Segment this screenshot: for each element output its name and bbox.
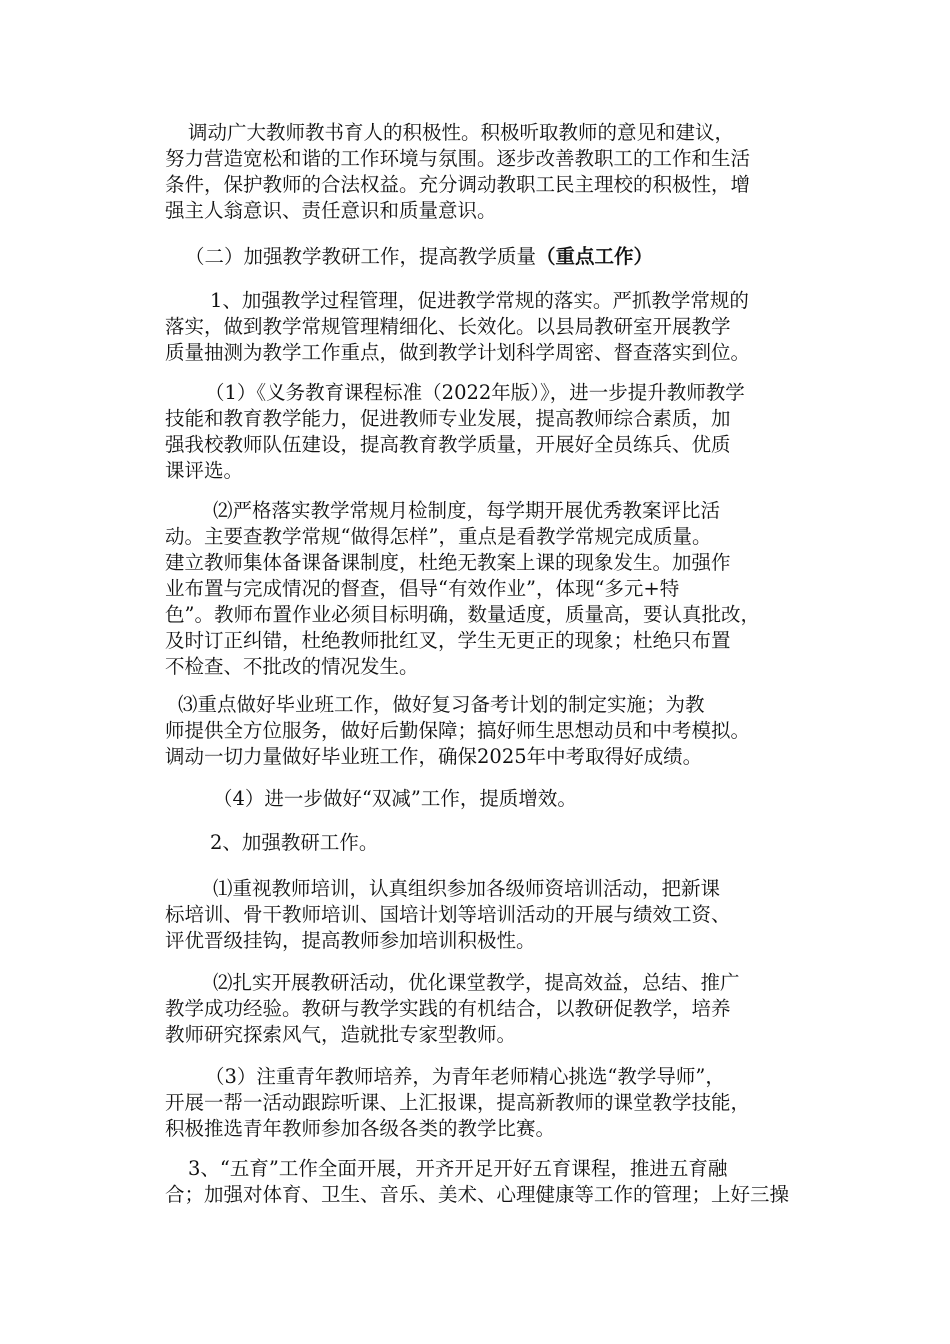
- paragraph-double-reduction: [165, 786, 577, 812]
- paragraph-young-teachers: [165, 1064, 750, 1142]
- text-line: ⑵扎实开展教研活动，优化课堂教学，提高效益，总结、推广: [213, 971, 740, 994]
- heading-emphasis: （重点工作）: [536, 245, 654, 268]
- text-line: 不检查、不批改的情况发生。: [165, 655, 419, 678]
- text-line: （4）进一步做好“双减”工作，提质增效。: [213, 787, 577, 810]
- text-line: 动。主要查教学常规“做得怎样”，重点是看教学常规完成质量。: [165, 525, 712, 548]
- text-line: 色”。教师布置作业必须目标明确，数量适度，质量高，要认真批改，: [165, 603, 760, 626]
- paragraph-teacher-motivation: [165, 120, 750, 224]
- text-line: 教学成功经验。教研与教学实践的有机结合，以教研促教学，培养: [165, 997, 731, 1020]
- text-line: 强我校教师队伍建设，提高教育教学质量，开展好全员练兵、优质: [165, 433, 731, 456]
- paragraph-research-activities: [165, 970, 740, 1048]
- paragraph-teaching-process: [165, 288, 750, 366]
- text-line: 标培训、骨干教师培训、国培计划等培训活动的开展与绩效工资、: [165, 903, 731, 926]
- paragraph-monthly-inspection: [165, 498, 760, 680]
- text-line: ⑵严格落实教学常规月检制度，每学期开展优秀教案评比活: [213, 499, 721, 522]
- text-line: 教师研究探索风气，造就批专家型教师。: [165, 1023, 517, 1046]
- text-line: 建立教师集体备课备课制度，杜绝无教案上课的现象发生。加强作: [165, 551, 731, 574]
- text-line: 评优晋级挂钩，提高教师参加培训积极性。: [165, 929, 536, 952]
- text-line: （3）注重青年教师培养，为青年老师精心挑选“教学导师”，: [205, 1065, 725, 1088]
- text-line: 质量抽测为教学工作重点，做到教学计划科学周密、督查落实到位。: [165, 341, 751, 364]
- paragraph-curriculum-standard: [165, 380, 745, 484]
- text-line: 1、加强教学过程管理，促进教学常规的落实。严抓教学常规的: [210, 289, 749, 312]
- text-line: 努力营造宽松和谐的工作环境与氛围。逐步改善教职工的工作和生活: [165, 147, 751, 170]
- section-heading-teaching-research: [185, 244, 653, 270]
- text-line: 2、加强教研工作。: [210, 831, 379, 854]
- text-line: 调动广大教师教书育人的积极性。积极听取教师的意见和建议，: [188, 121, 735, 144]
- text-line: 条件，保护教师的合法权益。充分调动教职工民主理校的积极性，增: [165, 173, 751, 196]
- text-line: 业布置与完成情况的督查，倡导“有效作业”，体现“多元+特: [165, 577, 680, 600]
- text-line: 师提供全方位服务，做好后勤保障；搞好师生思想动员和中考模拟。: [165, 719, 751, 742]
- text-line: 3、“五育”工作全面开展，开齐开足开好五育课程，推进五育融: [188, 1157, 728, 1180]
- text-line: 强主人翁意识、责任意识和质量意识。: [165, 199, 497, 222]
- paragraph-five-education: [165, 1156, 789, 1208]
- text-line: ⑶重点做好毕业班工作，做好复习备考计划的制定实施；为教: [178, 693, 705, 716]
- paragraph-research-heading: [165, 830, 378, 856]
- text-line: 落实，做到教学常规管理精细化、长效化。以县局教研室开展教学: [165, 315, 731, 338]
- text-line: 课评选。: [165, 459, 244, 482]
- paragraph-teacher-training: [165, 876, 731, 954]
- text-line: 技能和教育教学能力，促进教师专业发展，提高教师综合素质，加: [165, 407, 731, 430]
- text-line: 合；加强对体育、卫生、音乐、美术、心理健康等工作的管理；上好三操: [165, 1183, 790, 1206]
- paragraph-graduating-class: [165, 692, 750, 770]
- text-line: 积极推选青年教师参加各级各类的教学比赛。: [165, 1117, 556, 1140]
- text-line: 调动一切力量做好毕业班工作，确保2025年中考取得好成绩。: [165, 745, 703, 768]
- text-line: 开展一帮一活动跟踪听课、上汇报课，提高新教师的课堂教学技能，: [165, 1091, 751, 1114]
- text-line: （1）《义务教育课程标准（2022年版）》，进一步提升教师教学: [205, 381, 745, 404]
- text-line: ⑴重视教师培训，认真组织参加各级师资培训活动，把新课: [213, 877, 721, 900]
- text-line: 及时订正纠错，杜绝教师批红叉，学生无更正的现象；杜绝只布置: [165, 629, 731, 652]
- heading-text: （二）加强教学教研工作，提高教学质量: [185, 245, 537, 268]
